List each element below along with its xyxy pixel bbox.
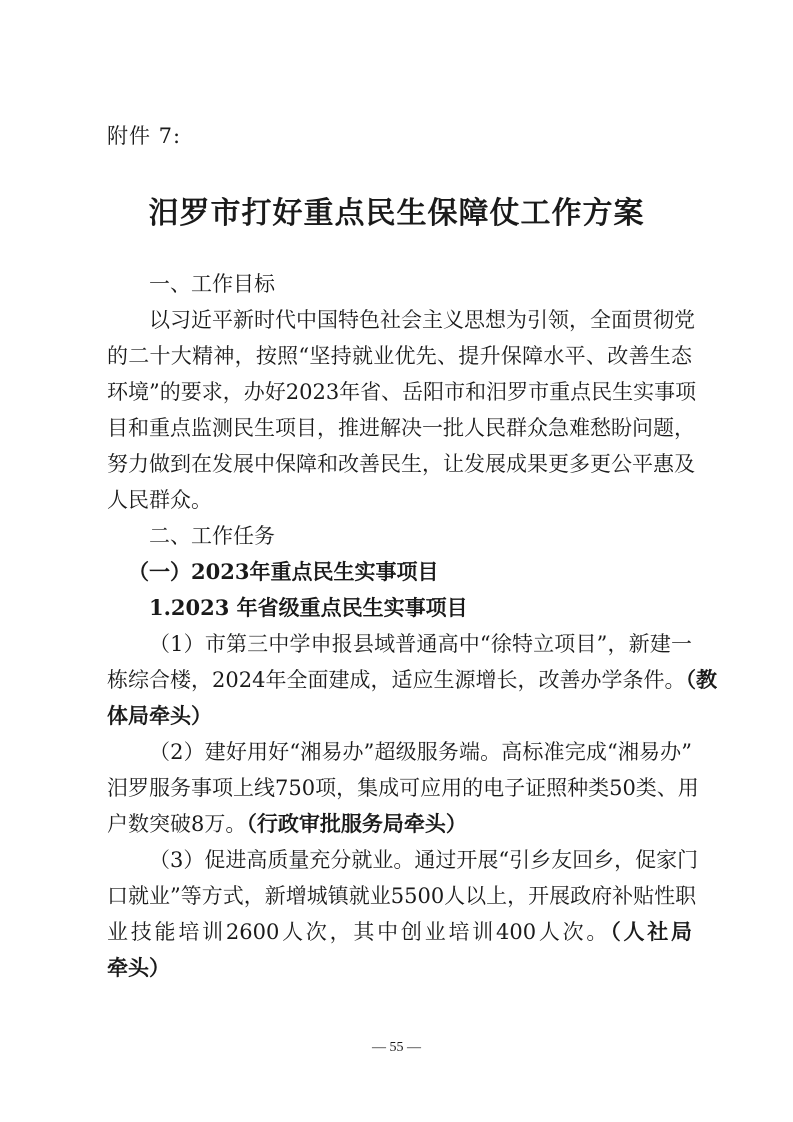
section-heading-goal: 一、工作目标: [149, 272, 275, 296]
item-line: [107, 662, 717, 698]
document-title: 汨罗市打好重点民生保障仗工作方案: [148, 196, 645, 231]
document-body: [107, 266, 717, 986]
subsection-heading-provincial: 1.2023 年省级重点民生实事项目: [149, 595, 468, 620]
item-text: 栋综合楼，2024年全面建成，适应生源增长，改善办学条件。: [107, 668, 686, 692]
lead-department-line: 体局牵头）: [107, 704, 212, 728]
lead-department: （教: [685, 668, 717, 692]
item-line: （2）建好用好“湘易办”超级服务端。高标准完成“湘易办”: [149, 740, 692, 764]
item-text: 业技能培训2600人次，其中创业培训400人次。: [107, 920, 611, 944]
lead-department-line: 牵头）: [107, 956, 170, 980]
item-line: （1）市第三中学申报县域普通高中“徐特立项目”，新建一: [149, 632, 692, 656]
lead-department: （行政审批服务局牵头）: [246, 812, 467, 836]
item-line: （3）促进高质量充分就业。通过开展“引乡友回乡，促家门: [149, 848, 699, 872]
item-text: 户数突破8万。: [107, 812, 247, 836]
section-heading-tasks: 二、工作任务: [149, 524, 275, 548]
paragraph-line: 以习近平新时代中国特色社会主义思想为引领，全面贯彻党: [149, 308, 695, 332]
paragraph-line: 的二十大精神，按照“坚持就业优先、提升保障水平、改善生态: [107, 344, 692, 368]
paragraph-line: 人民群众。: [107, 488, 212, 512]
item-line: [107, 914, 692, 950]
item-line: 口就业”等方式，新增城镇就业5500人以上，开展政府补贴性职: [107, 884, 697, 908]
paragraph-line: 目和重点监测民生项目，推进解决一批人民群众急难愁盼问题，: [107, 416, 695, 440]
item-line: 汨罗服务事项上线750项，集成可应用的电子证照种类50类、用: [107, 776, 699, 800]
paragraph-line: 环境”的要求，办好2023年省、岳阳市和汨罗市重点民生实事项: [107, 380, 697, 404]
attachment-label: 附件 7:: [107, 124, 182, 148]
paragraph-line: 努力做到在发展中保障和改善民生，让发展成果更多更公平惠及: [107, 452, 695, 476]
item-line: [107, 806, 692, 842]
page-number: — 55 —: [372, 1040, 421, 1055]
subsection-heading: （一）2023年重点民生实事项目: [128, 559, 439, 584]
lead-department: （人社局: [610, 920, 693, 944]
